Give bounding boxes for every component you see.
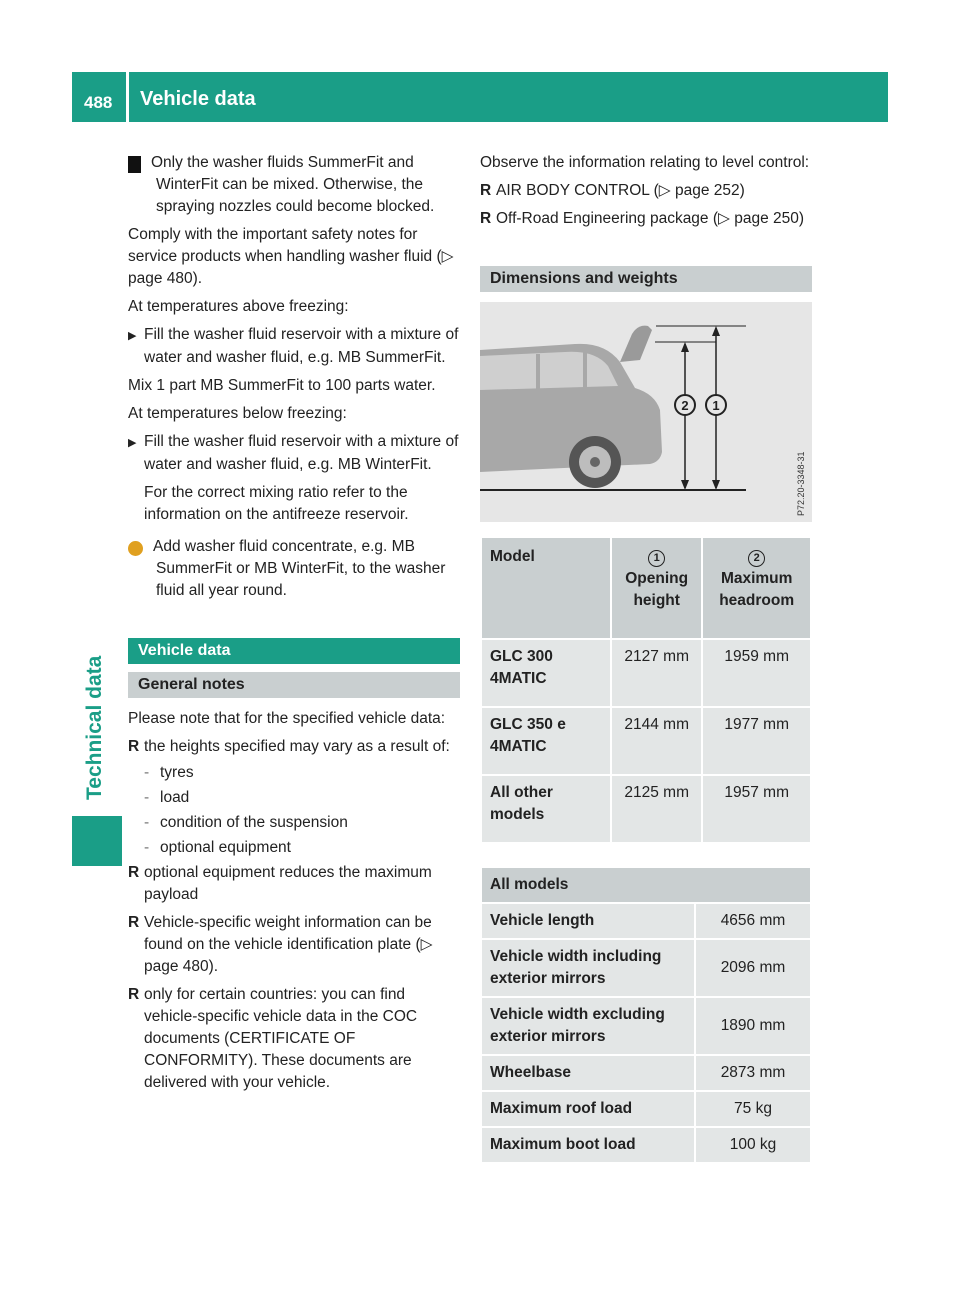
level-control-intro: Observe the information relating to level control:: [480, 154, 810, 171]
figure-marker-2: 2: [681, 398, 689, 413]
bullet-icon: R: [128, 738, 140, 755]
all-models-header: All models: [481, 867, 811, 903]
dash-list-item: - tyres: [144, 764, 194, 781]
step-fill-summer: ▶ Fill the washer fluid reservoir with a mixture of water and washer fluid, e.g. MB SummerFit.: [128, 326, 459, 366]
above-freezing-heading: At temperatures above freezing:: [128, 298, 349, 315]
table-row: [481, 775, 811, 843]
vehicle-dimension-figure: [480, 302, 812, 522]
bullet-icon: R: [480, 182, 492, 199]
cell-value: 4656 mm: [695, 903, 811, 939]
cell-value: 75 kg: [695, 1091, 811, 1127]
general-note-bullet: R optional equipment reduces the maximum payload: [128, 864, 432, 903]
cell-headroom: 1977 mm: [702, 707, 811, 775]
cell-label: Vehicle width excluding exterior mirrors: [481, 997, 695, 1055]
left-column: [118, 152, 460, 1100]
cell-model: All other models: [481, 775, 611, 843]
bullet-icon: R: [128, 914, 140, 931]
bullet-icon: R: [480, 210, 492, 227]
cell-opening: 2144 mm: [611, 707, 702, 775]
warning-icon: !: [128, 156, 141, 173]
general-note-bullet: R the heights specified may vary as a result of:: [128, 736, 460, 758]
table-row: [481, 707, 811, 775]
cell-value: 1890 mm: [695, 997, 811, 1055]
cell-model: GLC 350 e 4MATIC: [481, 707, 611, 775]
cell-label: Vehicle length: [481, 903, 695, 939]
dash-list-item: - optional equipment: [144, 839, 291, 856]
cell-label: Maximum boot load: [481, 1127, 695, 1163]
general-notes-intro: Please note that for the specified vehicle data:: [128, 710, 446, 727]
cell-headroom: 1957 mm: [702, 775, 811, 843]
dash-list-item: - load: [144, 789, 190, 806]
col-headroom-header: 2 Maximum headroom: [702, 537, 811, 639]
cell-label: Maximum roof load: [481, 1091, 695, 1127]
cell-label: Vehicle width including exterior mirrors: [481, 939, 695, 997]
table-row: [481, 1055, 811, 1091]
cell-value: 2096 mm: [695, 939, 811, 997]
bullet-icon: R: [128, 986, 140, 1003]
bullet-icon: R: [128, 864, 140, 881]
header-divider: [126, 72, 129, 122]
table-row: [481, 1091, 811, 1127]
chapter-marker-block: [72, 816, 122, 866]
cell-label: Wheelbase: [481, 1055, 695, 1091]
number-1-icon: 1: [648, 550, 665, 567]
table-row: [481, 639, 811, 707]
cell-value: 2873 mm: [695, 1055, 811, 1091]
table-row: [481, 903, 811, 939]
step-arrow-icon: ▶: [128, 437, 137, 449]
info-icon: i: [128, 541, 143, 556]
table-row: [481, 939, 811, 997]
below-freezing-heading: At temperatures below freezing:: [128, 405, 347, 422]
cell-opening: 2125 mm: [611, 775, 702, 843]
general-note-bullet: R Vehicle-specific weight information can be found on the vehicle identification plate (▷ page 480).: [128, 914, 433, 975]
table-header-row: [481, 867, 811, 903]
section-dimensions: Dimensions and weights: [480, 266, 812, 292]
dimensions-table: [480, 536, 812, 844]
page-number: 488: [84, 93, 113, 112]
cell-opening: 2127 mm: [611, 639, 702, 707]
cell-value: 100 kg: [695, 1127, 811, 1163]
general-note-bullet: R only for certain countries: you can find vehicle-specific vehicle data in the COC documents (CERTIFICATE OF CONFORMITY). These documents are delivered with your vehicle.: [128, 986, 418, 1091]
section-general-notes: General notes: [128, 672, 460, 698]
mix-ratio-text: Mix 1 part MB SummerFit to 100 parts water.: [128, 377, 436, 394]
safety-paragraph: Comply with the important safety notes for service products when handling washer fluid (▷ page 480).: [128, 226, 454, 287]
warning-note: ! Only the washer fluids SummerFit and WinterFit can be mixed. Otherwise, the spraying nozzles could become blocked.: [118, 154, 435, 215]
table-row: [481, 997, 811, 1055]
col-model-header: Model: [481, 537, 611, 639]
page-title: Vehicle data: [140, 88, 256, 110]
figure-marker-1: 1: [712, 398, 720, 413]
section-vehicle-data: Vehicle data: [128, 638, 460, 664]
dash-list-item: - condition of the suspension: [144, 814, 348, 831]
right-column: [480, 152, 812, 1164]
number-2-icon: 2: [748, 550, 765, 567]
col-opening-header: 1 Opening height: [611, 537, 702, 639]
cell-headroom: 1959 mm: [702, 639, 811, 707]
chapter-side-tab[interactable]: [72, 580, 122, 840]
figure-code: P72.20-3348-31: [796, 451, 806, 516]
step-arrow-icon: ▶: [128, 330, 137, 342]
level-control-bullet: R AIR BODY CONTROL (▷ page 252): [480, 180, 812, 202]
chapter-label: Technical data: [83, 655, 106, 800]
step-fill-winter: ▶ Fill the washer fluid reservoir with a mixture of water and washer fluid, e.g. MB WinterFit.: [128, 433, 459, 473]
level-control-bullet: R Off-Road Engineering package (▷ page 250): [480, 208, 812, 230]
info-note: i Add washer fluid concentrate, e.g. MB SummerFit or MB WinterFit, to the washer fluid all year round.: [119, 538, 446, 599]
table-row: [481, 1127, 811, 1163]
table-header-row: [481, 537, 811, 639]
all-models-table: [480, 866, 812, 1164]
cell-model: GLC 300 4MATIC: [481, 639, 611, 707]
car-rear-illustration: [480, 302, 812, 522]
step-note: For the correct mixing ratio refer to the information on the antifreeze reservoir.: [144, 484, 409, 523]
page-header: [72, 72, 888, 122]
